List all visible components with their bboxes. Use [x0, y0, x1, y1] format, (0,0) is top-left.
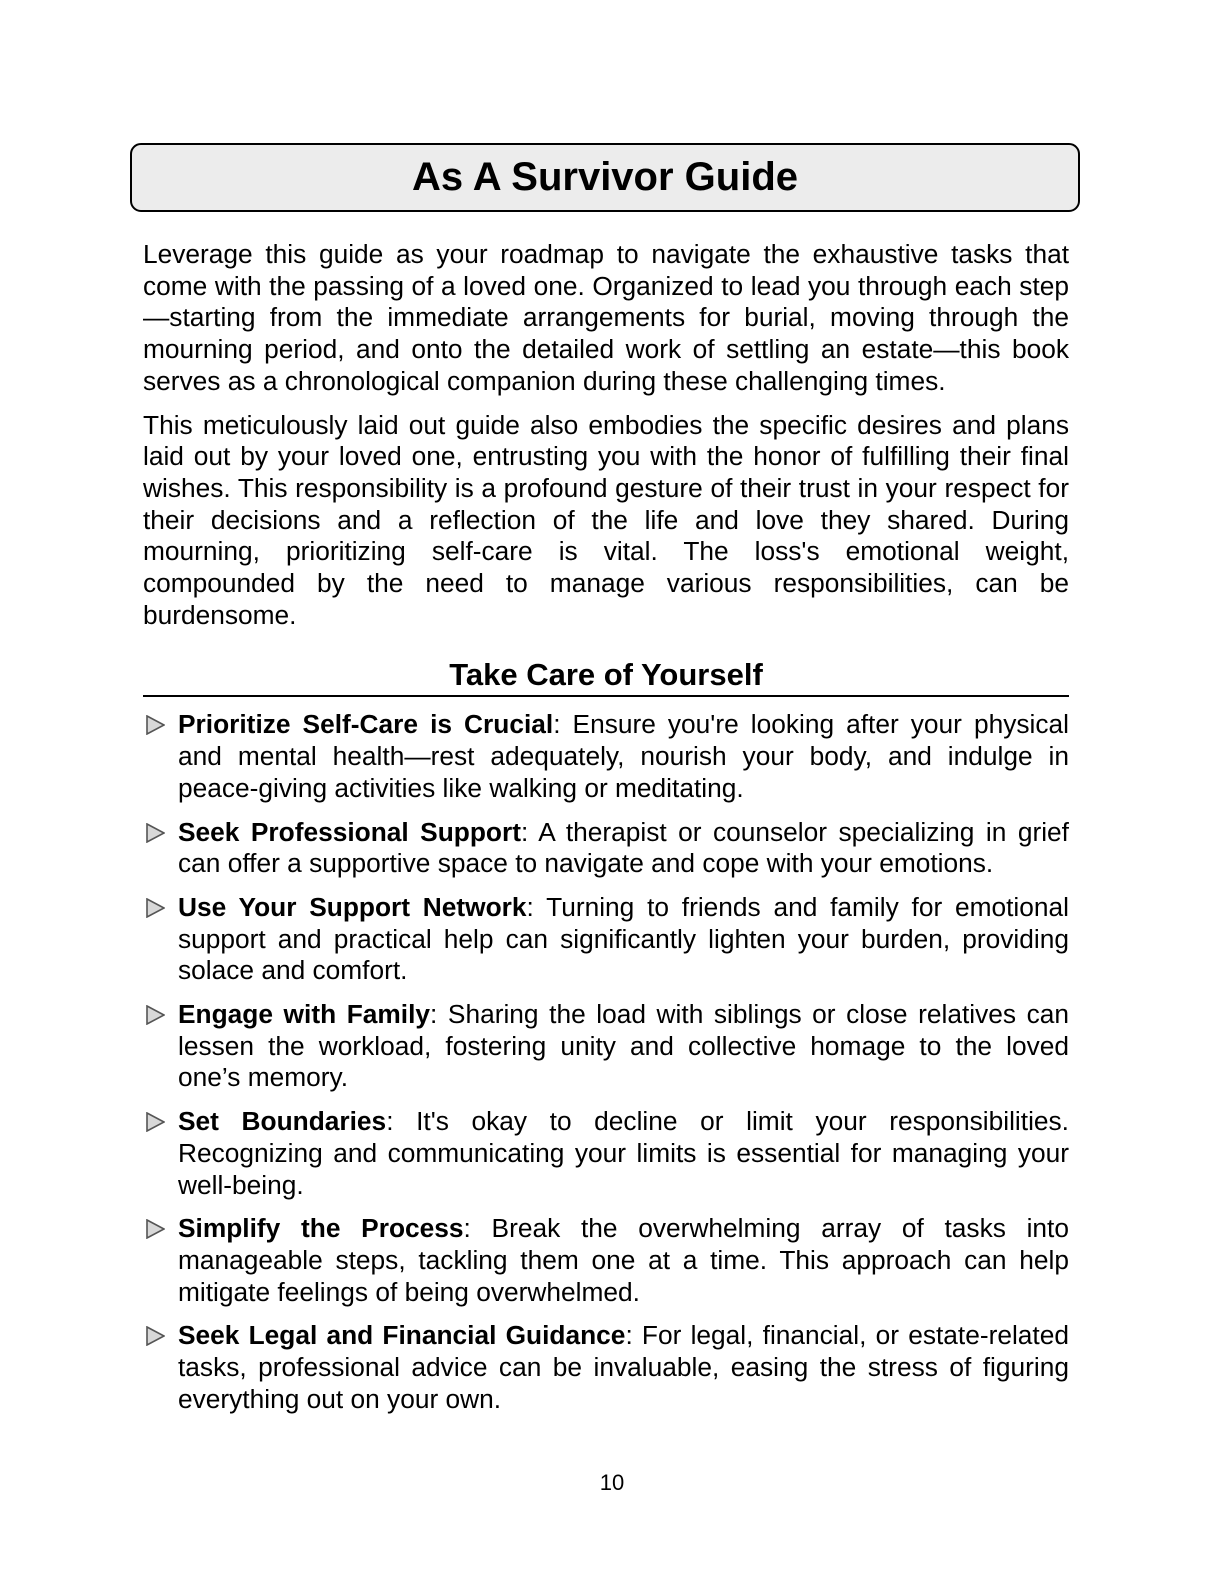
list-item	[143, 817, 1069, 880]
triangle-right-icon	[145, 715, 165, 735]
list-item	[143, 999, 1069, 1094]
item-term: Engage with Family	[178, 999, 431, 1030]
item-text: : Break the overwhelming array of tasks into manageable steps, tackling them one at a time. This approach can help mitigate feelings of being overwhelmed.	[178, 1213, 1069, 1307]
item-term: Use Your Support Network	[178, 891, 527, 922]
bullet-list	[143, 709, 1069, 1415]
intro-paragraph: This meticulously laid out guide also embodies the specific desires and plans laid out by your loved one, entrusting you with the honor of fulfilling their final wishes. This responsibility is a profound gesture of their trust in your respect for their decisions and a reflection of the life and love they shared. During mourning, prioritizing self-care is vital. The loss's emotional weight, compounded by the need to manage various responsibilities, can be burdensome.	[143, 409, 1069, 630]
triangle-right-icon	[145, 823, 165, 843]
title-box	[130, 143, 1080, 212]
triangle-right-icon	[145, 1219, 165, 1239]
list-item	[143, 709, 1069, 804]
item-term: Seek Professional Support	[178, 816, 521, 847]
triangle-right-icon	[145, 898, 165, 918]
item-text: : Sharing the load with siblings or close relatives can lessen the workload, fostering unity and collective homage to the loved one’s memory.	[178, 999, 1070, 1093]
list-item	[143, 1320, 1069, 1415]
item-term: Simplify the Process	[178, 1213, 464, 1244]
page-number: 10	[599, 1470, 625, 1495]
item-text: : Ensure you're looking after your physical and mental health—rest adequately, nourish your body, and indulge in peace-giving activities like walking or meditating.	[178, 709, 1069, 803]
item-text: : Turning to friends and family for emotional support and practical help can significantly lighten your burden, providing solace and comfort.	[178, 891, 1069, 986]
intro-paragraph: Leverage this guide as your roadmap to navigate the exhaustive tasks that come with the passing of a loved one. Organized to lead you through each step—starting from the immediate arrangements for burial, moving through the mourning period, and onto the detailed work of settling an estate—this book serves as a chronological companion during these challenging times.	[143, 239, 1069, 396]
triangle-right-icon	[145, 1005, 165, 1025]
item-text: : For legal, financial, or estate-related tasks, professional advice can be invaluable, easing the stress of figuring everything out on your own.	[178, 1320, 1069, 1414]
item-term: Seek Legal and Financial Guidance	[178, 1320, 626, 1351]
item-text: : It's okay to decline or limit your responsibilities. Recognizing and communicating your limits is essential for managing your well-being.	[178, 1106, 1069, 1200]
triangle-right-icon	[145, 1112, 165, 1132]
item-term: Set Boundaries	[178, 1106, 387, 1137]
page-title: As A Survivor Guide	[411, 155, 798, 199]
page-content	[143, 239, 1069, 1428]
list-item	[143, 1213, 1069, 1308]
item-term: Prioritize Self-Care is Crucial	[178, 709, 554, 740]
item-text: : A therapist or counselor specializing in grief can offer a supportive space to navigate and cope with your emotions.	[178, 816, 1069, 879]
list-item	[143, 1106, 1069, 1201]
section-heading: Take Care of Yourself	[143, 657, 1069, 697]
list-item	[143, 892, 1069, 987]
triangle-right-icon	[145, 1326, 165, 1346]
